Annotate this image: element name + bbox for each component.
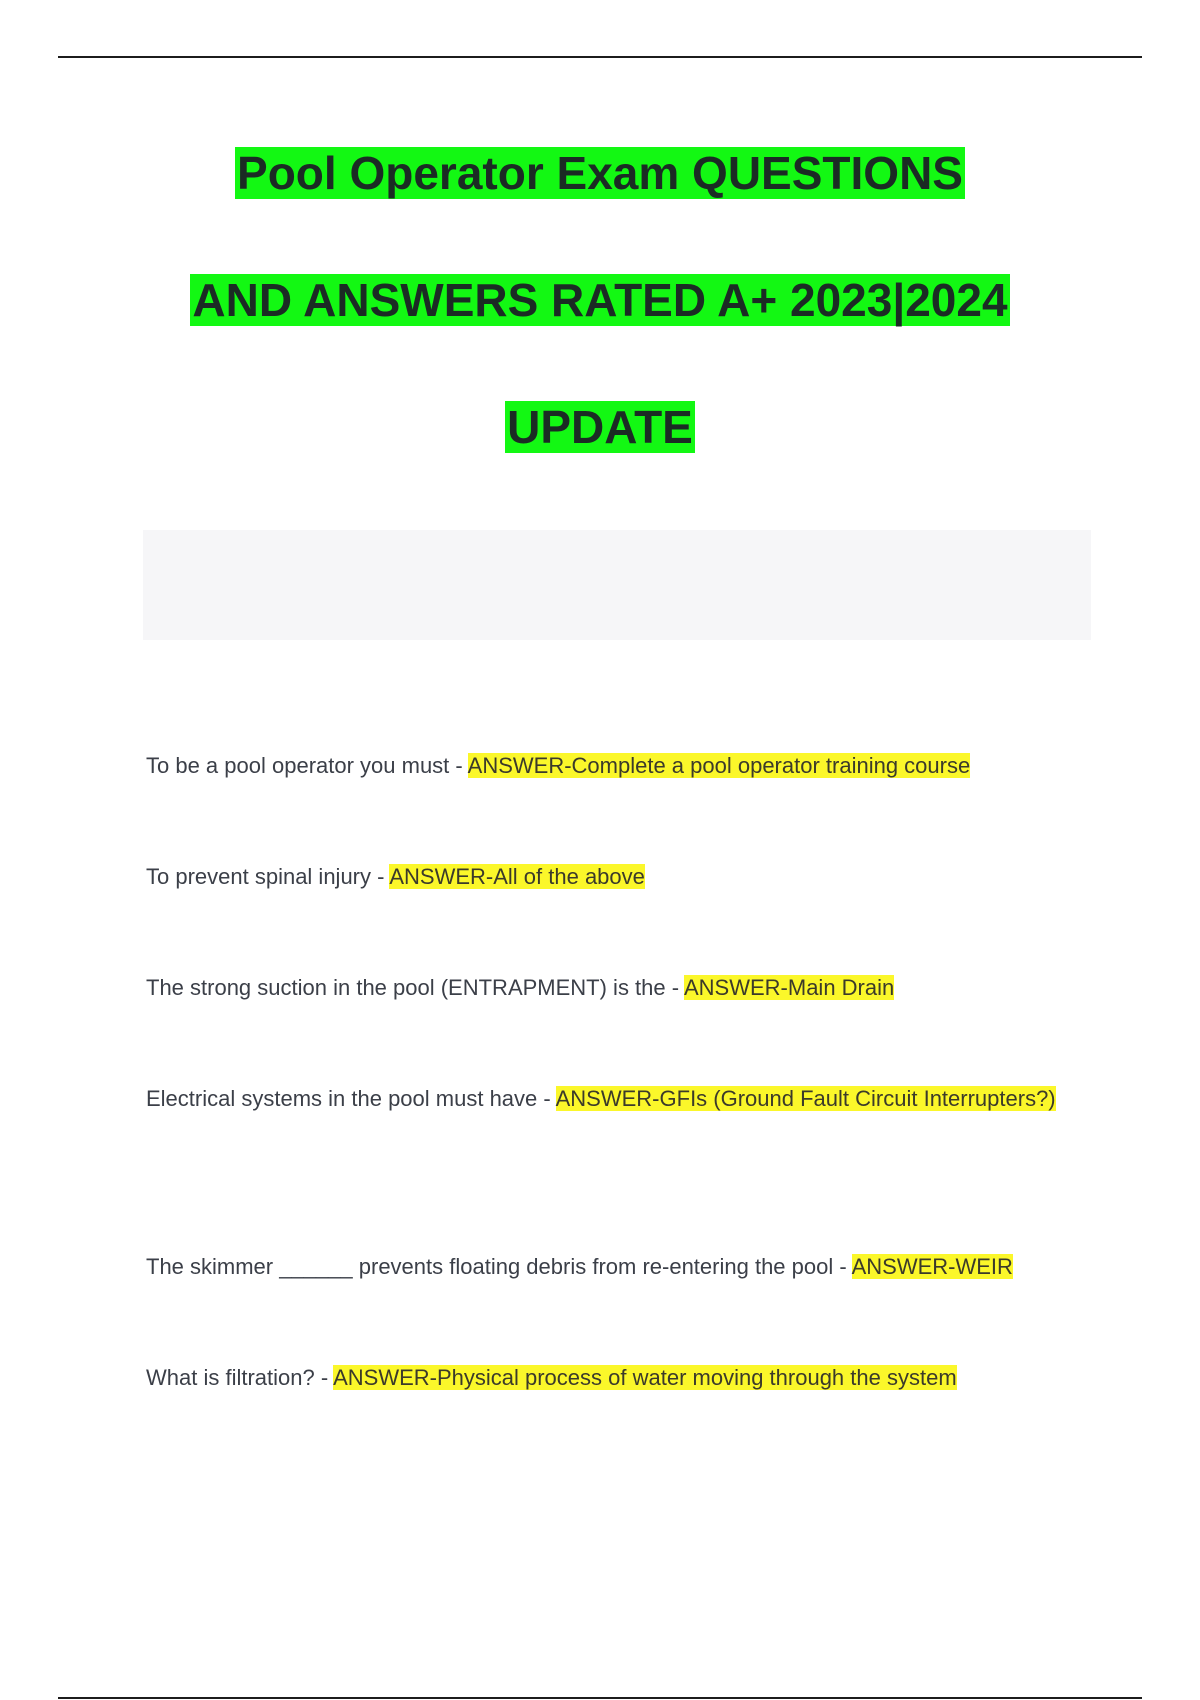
qa-item xyxy=(146,1349,1096,1406)
title-line-2: AND ANSWERS RATED A+ 2023|2024 xyxy=(192,274,1008,326)
answer-text: ANSWER-GFIs (Ground Fault Circuit Interrupters?) xyxy=(555,1086,1056,1111)
qa-item xyxy=(146,737,1096,794)
answer-text: ANSWER-Complete a pool operator training course xyxy=(467,753,971,778)
qa-item xyxy=(146,1238,1096,1295)
answer-text: ANSWER-WEIR xyxy=(851,1254,1013,1279)
blank-panel xyxy=(143,530,1091,640)
question-text: What is filtration? - xyxy=(146,1365,334,1390)
top-divider xyxy=(58,56,1142,58)
answer-text: ANSWER-Physical process of water moving through the system xyxy=(333,1365,957,1390)
question-text: Electrical systems in the pool must have - xyxy=(146,1086,556,1111)
qa-item xyxy=(146,959,1096,1016)
answer-text: ANSWER-Main Drain xyxy=(683,975,895,1000)
bottom-divider xyxy=(58,1697,1142,1699)
question-text: The skimmer ______ prevents floating debris from re-entering the pool - xyxy=(146,1254,852,1279)
title-line-3: UPDATE xyxy=(507,401,693,453)
question-text: To be a pool operator you must - xyxy=(146,753,468,778)
question-text: The strong suction in the pool (ENTRAPMENT) is the - xyxy=(146,975,684,1000)
qa-item xyxy=(146,1070,1096,1127)
question-text: To prevent spinal injury - xyxy=(146,864,390,889)
title-line-1: Pool Operator Exam QUESTIONS xyxy=(237,147,963,199)
qa-item xyxy=(146,848,1096,905)
answer-text: ANSWER-All of the above xyxy=(389,864,645,889)
